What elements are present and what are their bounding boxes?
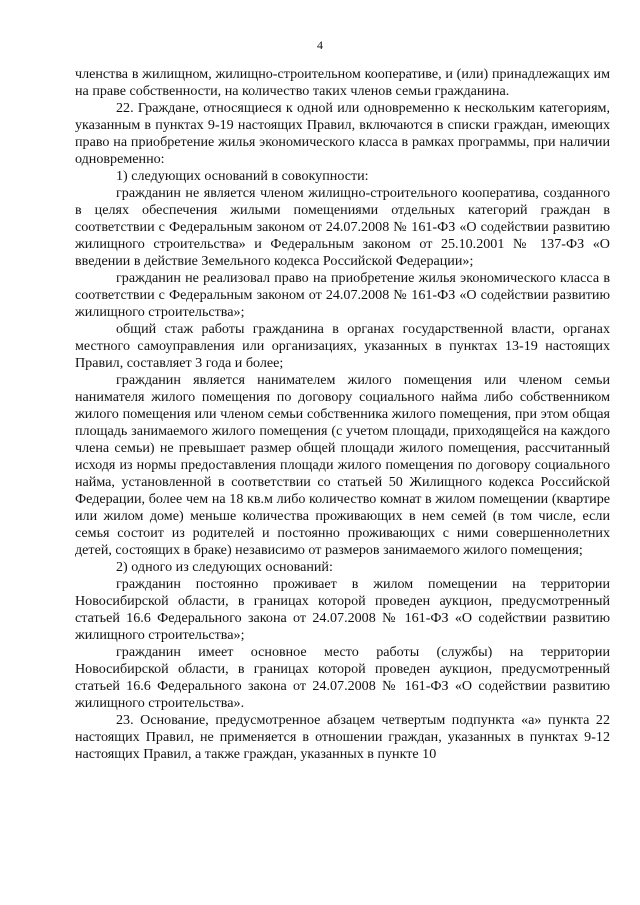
page-number: 4 [317, 38, 323, 52]
paragraph: 1) следующих оснований в совокупности: [116, 168, 369, 184]
paragraph: гражданин имеет основное место работы (службы) на территории Новосибирской области, в границах которой проведен аукцион, предусмотренный статьей 16.6 Федерального закона от 24.07.2008 № 161-ФЗ «О содействии развитию жилищного строительства». [75, 644, 610, 711]
paragraph: гражданин постоянно проживает в жилом помещении на территории Новосибирской области, в границах которой проведен аукцион, предусмотренный статьей 16.6 Федерального закона от 24.07.2008 № 161-ФЗ «О содействии развитию жилищного строительства»; [75, 576, 610, 643]
paragraph: гражданин не является членом жилищно-строительного кооператива, созданного в целях обеспечения жилыми помещениями отдельных категорий граждан в соответствии с Федеральным законом от 24.07.2008 № 161-ФЗ «О содействии развитию жилищного строительства» и Федеральным законом от 25.10.2001 № 137-ФЗ «О введении в действие Земельного кодекса Российской Федерации»; [75, 185, 610, 269]
paragraph: членства в жилищном, жилищно-строительном кооперативе, и (или) принадлежащих им на праве собственности, на количество таких членов семьи гражданина. [75, 66, 610, 99]
paragraph: 23. Основание, предусмотренное абзацем четвертым подпункта «а» пункта 22 настоящих Правил, не применяется в отношении граждан, указанных в пунктах 9-12 настоящих Правил, а также граждан, указанных в пункте 10 [75, 712, 610, 762]
paragraph: 2) одного из следующих оснований: [116, 559, 333, 575]
paragraph: 22. Граждане, относящиеся к одной или одновременно к нескольким категориям, указанным в пунктах 9-19 настоящих Правил, включаются в списки граждан, имеющих право на приобретение жилья экономического класса в рамках программы, при наличии одновременно: [75, 100, 610, 167]
document-body [75, 66, 610, 763]
paragraph: гражданин не реализовал право на приобретение жилья экономического класса в соответствии с Федеральным законом от 24.07.2008 № 161-ФЗ «О содействии развитию жилищного строительства»; [75, 270, 610, 320]
paragraph: общий стаж работы гражданина в органах государственной власти, органах местного самоуправления или организациях, указанных в пунктах 13-19 настоящих Правил, составляет 3 года и более; [75, 321, 610, 371]
paragraph: гражданин является нанимателем жилого помещения или членом семьи нанимателя жилого помещения по договору социального найма либо собственником жилого помещения или членом семьи собственника жилого помещения, при этом общая площадь занимаемого жилого помещения (с учетом площади, приходящейся на каждого члена семьи) не превышает размер общей площади жилого помещения, рассчитанный исходя из нормы предоставления площади жилого помещения по договору социального найма, установленной в соответствии со статьей 50 Жилищного кодекса Российской Федерации, более чем на 18 кв.м либо количество комнат в жилом помещении (квартире или жилом доме) меньше количества проживающих в нем семей (в том числе, если семья состоит из родителей и постоянно проживающих с ними совершеннолетних детей, состоящих в браке) независимо от размеров занимаемого жилого помещения; [75, 372, 610, 558]
